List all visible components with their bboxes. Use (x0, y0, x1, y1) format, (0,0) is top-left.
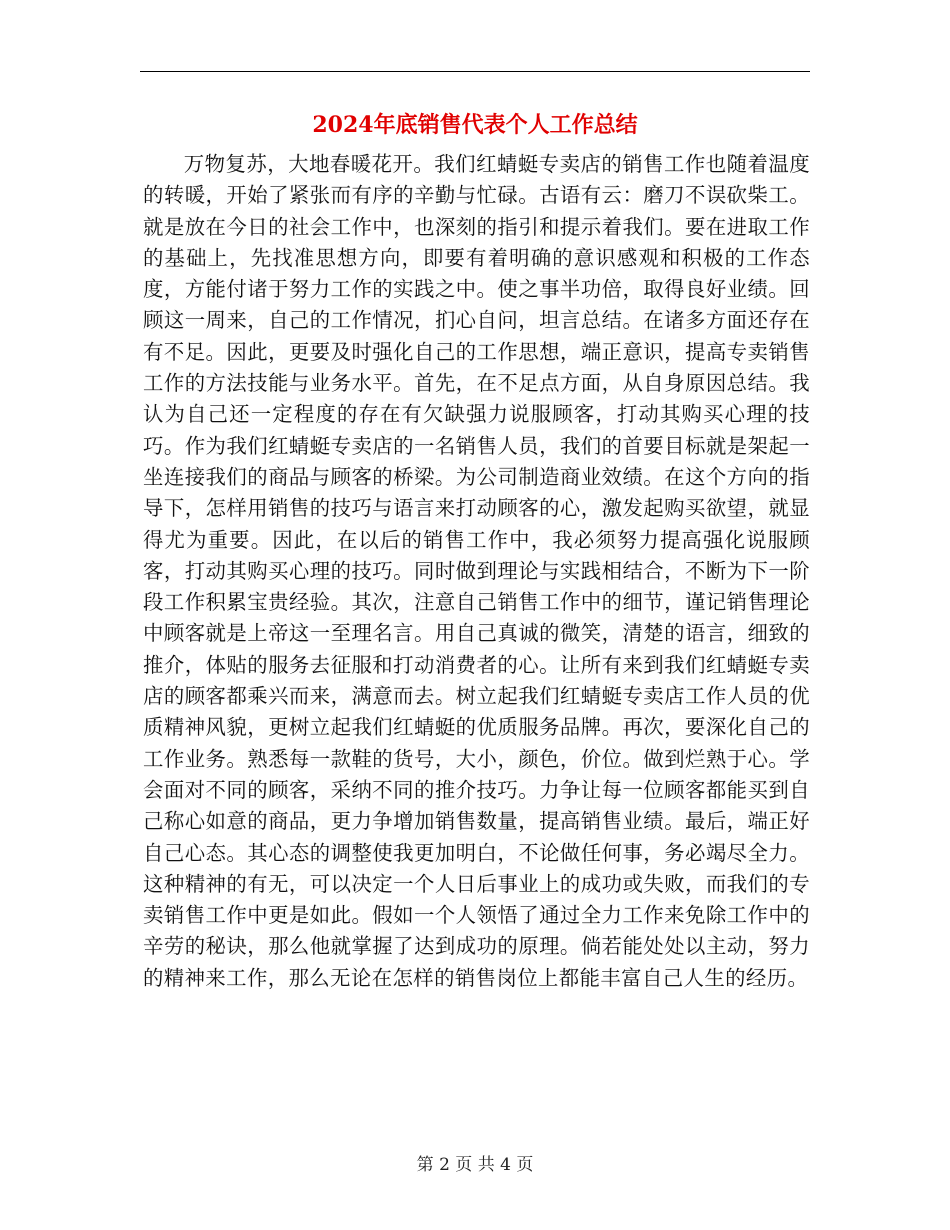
body-paragraph: 万物复苏，大地春暖花开。我们红蜻蜓专卖店的销售工作也随着温度的转暖，开始了紧张而有序的辛勤与忙碌。古语有云：磨刀不误砍柴工。就是放在今日的社会工作中，也深刻的指引和提示着我们。要在进取工作的基础上，先找准思想方向，即要有着明确的意识感观和积极的工作态度，方能付诸于努力工作的实践之中。使之事半功倍，取得良好业绩。回顾这一周来，自己的工作情况，扪心自问，坦言总结。在诸多方面还存在有不足。因此，更要及时强化自己的工作思想，端正意识，提高专卖销售工作的方法技能与业务水平。首先，在不足点方面，从自身原因总结。我认为自己还一定程度的存在有欠缺强力说服顾客，打动其购买心理的技巧。作为我们红蜻蜓专卖店的一名销售人员，我们的首要目标就是架起一坐连接我们的商品与顾客的桥梁。为公司制造商业效绩。在这个方向的指导下，怎样用销售的技巧与语言来打动顾客的心，激发起购买欲望，就显得尤为重要。因此，在以后的销售工作中，我必须努力提高强化说服顾客，打动其购买心理的技巧。同时做到理论与实践相结合，不断为下一阶段工作积累宝贵经验。其次，注意自己销售工作中的细节，谨记销售理论中顾客就是上帝这一至理名言。用自己真诚的微笑，清楚的语言，细致的推介，体贴的服务去征服和打动消费者的心。让所有来到我们红蜻蜓专卖店的顾客都乘兴而来，满意而去。树立起我们红蜻蜓专卖店工作人员的优质精神风貌，更树立起我们红蜻蜓的优质服务品牌。再次，要深化自己的工作业务。熟悉每一款鞋的货号，大小，颜色，价位。做到烂熟于心。学会面对不同的顾客，采纳不同的推介技巧。力争让每一位顾客都能买到自己称心如意的商品，更力争增加销售数量，提高销售业绩。最后，端正好自己心态。其心态的调整使我更加明白，不论做任何事，务必竭尽全力。这种精神的有无，可以决定一个人日后事业上的成功或失败，而我们的专卖销售工作中更是如此。假如一个人领悟了通过全力工作来免除工作中的辛劳的秘诀，那么他就掌握了达到成功的原理。倘若能处处以主动，努力的精神来工作，那么无论在怎样的销售岗位上都能丰富自己人生的经历。 (143, 152, 810, 990)
document-title: 2024年底销售代表个人工作总结 (312, 112, 638, 138)
header-rule (140, 71, 810, 72)
page-footer: 第 2 页 共 4 页 (416, 1155, 534, 1175)
